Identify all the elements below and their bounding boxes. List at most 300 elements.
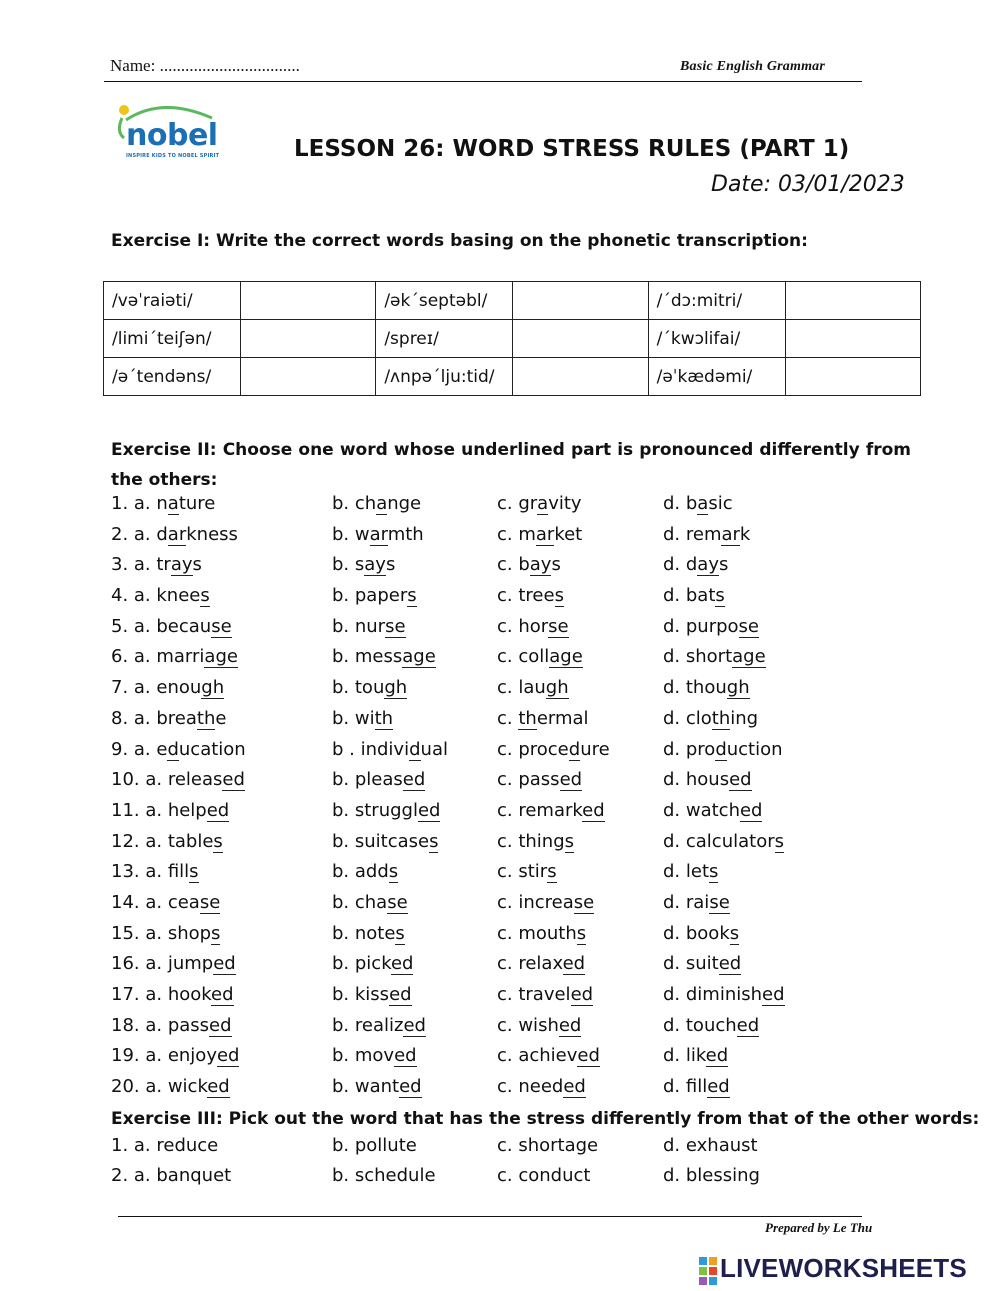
option-text: s <box>385 554 396 576</box>
option-text: 4. a. knee <box>111 585 201 607</box>
answer-option[interactable] <box>497 1015 581 1036</box>
option-text: c. pass <box>497 769 560 791</box>
answer-option[interactable] <box>663 616 759 637</box>
exercise-2-questions <box>111 493 921 1107</box>
phonetic-row <box>104 358 921 396</box>
option-text: b. paper <box>332 585 408 607</box>
underlined-part: s <box>576 922 587 944</box>
answer-blank[interactable] <box>785 358 920 396</box>
underlined-part: s <box>715 585 725 607</box>
answer-option[interactable] <box>332 1015 426 1036</box>
option-text: c. <box>497 707 519 729</box>
answer-option[interactable] <box>111 923 220 944</box>
answer-option[interactable] <box>111 493 215 514</box>
answer-option[interactable] <box>663 953 741 974</box>
question-row <box>111 892 921 923</box>
underlined-part: ed <box>729 769 752 791</box>
underlined-part: ed <box>739 799 763 821</box>
answer-option[interactable]: d. blessing <box>663 1165 760 1186</box>
option-text: 17. a. hook <box>111 984 212 1005</box>
option-text: b. tou <box>332 677 385 699</box>
option-text: b. s <box>332 554 365 576</box>
question-row <box>111 1135 921 1165</box>
answer-option[interactable] <box>332 831 438 852</box>
option-text: b. mess <box>332 646 403 668</box>
underlined-part: s <box>395 922 405 944</box>
underlined-part: d <box>568 738 581 760</box>
question-row <box>111 524 921 555</box>
underlined-part: d <box>715 738 727 760</box>
phonetic-transcription: /əkˊseptəbl/ <box>376 282 513 320</box>
answer-option[interactable] <box>663 554 728 575</box>
underlined-part: ed <box>417 799 441 821</box>
underlined-part: se <box>573 891 595 913</box>
underlined-part: ed <box>394 1045 417 1067</box>
phonetic-transcription: /ˊkwɔlifai/ <box>648 320 785 358</box>
option-text: nge <box>387 493 422 514</box>
underlined-part: th <box>518 707 537 729</box>
option-text: 18. a. pass <box>111 1014 210 1036</box>
question-row <box>111 1015 921 1046</box>
answer-option[interactable] <box>663 708 758 729</box>
underlined-part: gh <box>726 677 750 699</box>
option-text: s <box>718 554 729 576</box>
option-text: 8. a. brea <box>111 707 197 729</box>
phonetic-transcription: /əˊtendəns/ <box>104 358 241 396</box>
answer-option[interactable] <box>332 585 417 606</box>
option-text: 1. a. n <box>111 493 168 514</box>
option-text: 12. a. table <box>111 830 214 852</box>
underlined-part: ed <box>209 1014 232 1036</box>
underlined-part: ar <box>369 523 388 545</box>
answer-option[interactable] <box>332 646 436 667</box>
option-text: s <box>192 554 202 576</box>
answer-option[interactable] <box>332 1076 422 1097</box>
underlined-part: s <box>564 830 575 852</box>
lesson-date: Date: 03/01/2023 <box>711 172 905 197</box>
answer-option[interactable] <box>663 1015 759 1036</box>
option-text: c. wish <box>497 1014 559 1036</box>
underlined-part: gh <box>384 677 408 699</box>
answer-option[interactable] <box>332 524 424 545</box>
question-row <box>111 831 921 862</box>
option-text: uction <box>726 738 783 760</box>
answer-option[interactable] <box>663 739 783 760</box>
option-text: 7. a. enou <box>111 677 202 699</box>
option-text: ucation <box>178 738 246 760</box>
underlined-part: ed <box>211 984 234 1005</box>
option-text: b . indivi <box>332 738 410 760</box>
underlined-part: s <box>200 585 210 607</box>
underlined-part: s <box>554 585 564 607</box>
underlined-part: ed <box>736 1014 760 1036</box>
underlined-part: gh <box>201 677 225 699</box>
question-row <box>111 923 921 954</box>
underlined-part: age <box>402 646 436 668</box>
underlined-part: s <box>211 922 221 944</box>
answer-option[interactable] <box>111 739 246 760</box>
option-text: c. increa <box>497 891 574 913</box>
phonetic-transcription: /vəˈraiəti/ <box>104 282 241 320</box>
phonetic-transcription: /ʌnpəˊlju:tid/ <box>376 358 513 396</box>
answer-option[interactable] <box>332 769 425 790</box>
answer-option[interactable] <box>332 616 406 637</box>
question-row <box>111 1045 921 1076</box>
question-row <box>111 646 921 677</box>
option-text: b. realiz <box>332 1014 404 1036</box>
option-text: b. pick <box>332 953 391 975</box>
answer-option[interactable] <box>663 1045 728 1066</box>
answer-option[interactable] <box>332 739 448 760</box>
underlined-part: ay <box>364 554 386 576</box>
underlined-part: ed <box>206 799 230 821</box>
answer-option[interactable] <box>663 861 718 882</box>
answer-option[interactable] <box>111 1015 232 1036</box>
option-text: c. b <box>497 554 530 576</box>
underlined-part: a <box>697 493 709 514</box>
option-text: d. suit <box>663 953 719 975</box>
option-text: b. add <box>332 861 389 883</box>
option-text: b. nur <box>332 615 386 637</box>
option-text: c. achiev <box>497 1045 578 1067</box>
underlined-part: a <box>537 493 549 514</box>
answer-blank[interactable] <box>241 282 376 320</box>
answer-option[interactable] <box>497 831 574 852</box>
underlined-part: ed <box>216 1045 240 1067</box>
answer-option[interactable] <box>497 585 564 606</box>
answer-option[interactable] <box>497 616 569 637</box>
answer-option[interactable] <box>111 677 224 698</box>
option-text: d. rai <box>663 891 710 913</box>
answer-option[interactable] <box>332 984 412 1005</box>
phonetic-row <box>104 320 921 358</box>
question-row <box>111 953 921 984</box>
option-text: d. purpo <box>663 615 739 637</box>
option-text: 14. a. cea <box>111 891 200 913</box>
underlined-part: ed <box>718 953 742 975</box>
question-row <box>111 739 921 770</box>
underlined-part: ed <box>762 984 785 1005</box>
underlined-part: s <box>189 861 199 883</box>
option-text: c. coll <box>497 646 550 668</box>
answer-option[interactable] <box>111 892 220 913</box>
header-subject: Basic English Grammar <box>680 59 826 74</box>
option-text: d. book <box>663 922 730 944</box>
answer-option[interactable] <box>663 524 750 545</box>
answer-option[interactable] <box>663 493 733 514</box>
underlined-part: age <box>732 646 766 668</box>
question-row <box>111 769 921 800</box>
underlined-part: th <box>374 707 394 729</box>
underlined-part: ar <box>721 523 740 545</box>
answer-option[interactable] <box>497 493 582 514</box>
underlined-part: s <box>213 830 223 852</box>
underlined-part: ed <box>570 984 594 1005</box>
question-row <box>111 1076 921 1107</box>
underlined-part: ed <box>577 1045 600 1067</box>
answer-option[interactable] <box>111 953 236 974</box>
answer-option[interactable] <box>497 524 582 545</box>
answer-option[interactable] <box>111 646 238 667</box>
option-text: d. lik <box>663 1045 706 1067</box>
answer-option[interactable] <box>497 1076 586 1097</box>
underlined-part: se <box>199 891 221 913</box>
answer-option[interactable] <box>663 769 752 790</box>
answer-option[interactable] <box>663 677 750 698</box>
underlined-part: se <box>385 615 406 637</box>
answer-option[interactable] <box>497 646 583 667</box>
answer-option[interactable]: c. conduct <box>497 1165 591 1186</box>
answer-option[interactable] <box>663 831 784 852</box>
underlined-part: d <box>167 738 179 760</box>
answer-option[interactable]: 2. a. banquet <box>111 1165 232 1186</box>
answer-option[interactable] <box>111 831 223 852</box>
option-text: b. want <box>332 1076 400 1098</box>
option-text: d. pro <box>663 738 716 760</box>
question-row <box>111 800 921 831</box>
answer-blank[interactable] <box>241 358 376 396</box>
underlined-part: se <box>709 891 730 913</box>
option-text: 9. a. e <box>111 738 168 760</box>
underlined-part: ed <box>402 769 426 791</box>
answer-option[interactable]: b. schedule <box>332 1165 436 1186</box>
answer-option[interactable] <box>111 1076 230 1097</box>
option-text: b. struggl <box>332 799 418 821</box>
question-row <box>111 1165 921 1195</box>
option-text: d. calculator <box>663 830 775 852</box>
option-text: b. kiss <box>332 984 390 1005</box>
underlined-part: ed <box>559 769 583 791</box>
answer-blank[interactable] <box>785 320 920 358</box>
answer-option[interactable] <box>497 984 593 1005</box>
option-text: 13. a. fill <box>111 861 190 883</box>
option-text: d. let <box>663 861 710 883</box>
answer-blank[interactable] <box>513 320 648 358</box>
question-row <box>111 585 921 616</box>
answer-option[interactable] <box>497 769 582 790</box>
option-text: c. travel <box>497 984 571 1005</box>
answer-option[interactable] <box>111 1045 239 1066</box>
answer-option[interactable] <box>497 953 585 974</box>
answer-option[interactable] <box>663 1076 730 1097</box>
underlined-part: s <box>429 830 439 852</box>
underlined-part: ed <box>222 769 245 791</box>
option-text: b. mov <box>332 1045 395 1067</box>
option-text: c. relax <box>497 953 563 975</box>
liveworksheets-logo-icon <box>697 1255 719 1287</box>
option-text: b. suitcase <box>332 830 430 852</box>
option-text: ket <box>554 523 583 545</box>
answer-option[interactable] <box>497 892 594 913</box>
exercise-3-questions <box>111 1135 921 1195</box>
answer-option[interactable] <box>332 493 421 514</box>
option-text: ture <box>178 493 216 514</box>
option-text: d. touch <box>663 1014 737 1036</box>
answer-option[interactable] <box>111 585 210 606</box>
answer-option[interactable] <box>332 677 407 698</box>
option-text: c. stir <box>497 861 548 883</box>
answer-option[interactable]: c. shortage <box>497 1135 599 1156</box>
answer-option[interactable] <box>111 524 238 545</box>
answer-option[interactable] <box>332 923 405 944</box>
exercise-2-heading: Exercise II: Choose one word whose underlined part is pronounced differently from the others: <box>111 440 911 490</box>
option-text: ing <box>730 707 759 729</box>
underlined-part: s <box>407 585 417 607</box>
question-row <box>111 554 921 585</box>
option-text: kness <box>186 523 238 545</box>
answer-blank[interactable] <box>513 282 648 320</box>
underlined-part: ed <box>563 1076 586 1098</box>
phonetic-transcription: /limiˊteiʃən/ <box>104 320 241 358</box>
underlined-part: ay <box>170 554 193 576</box>
option-text: d. bat <box>663 585 716 607</box>
answer-option[interactable] <box>332 800 440 821</box>
phonetic-row <box>104 282 921 320</box>
answer-option[interactable] <box>111 861 199 882</box>
option-text: k <box>739 523 751 545</box>
underlined-part: ed <box>207 1076 230 1098</box>
answer-option[interactable] <box>111 800 229 821</box>
option-text: b. w <box>332 523 370 545</box>
answer-option[interactable] <box>332 892 408 913</box>
option-text: vity <box>548 493 582 514</box>
underlined-part: age <box>204 646 238 668</box>
liveworksheets-brand: LIVEWORKSHEETS <box>720 1253 967 1283</box>
answer-option[interactable] <box>332 554 395 575</box>
option-text: d. fill <box>663 1076 708 1098</box>
answer-option[interactable] <box>663 585 725 606</box>
option-text: b. note <box>332 922 396 944</box>
underlined-part: a <box>376 493 388 514</box>
option-text: c. mouth <box>497 922 577 944</box>
underlined-part: s <box>729 922 740 944</box>
option-text: b. wi <box>332 707 375 729</box>
answer-option[interactable] <box>497 708 589 729</box>
exercise-1-heading: Exercise I: Write the correct words basing on the phonetic transcription: <box>111 231 808 251</box>
option-text: c. tree <box>497 585 555 607</box>
answer-option[interactable] <box>663 646 766 667</box>
option-text: e <box>215 707 227 729</box>
option-text: d. d <box>663 554 698 576</box>
underlined-part: ed <box>399 1076 422 1098</box>
underlined-part: d <box>409 738 421 760</box>
underlined-part: se <box>387 891 408 913</box>
underlined-part: s <box>774 830 784 852</box>
answer-option[interactable] <box>111 769 245 790</box>
option-text: d. clo <box>663 707 712 729</box>
answer-option[interactable]: b. pollute <box>332 1135 417 1156</box>
answer-option[interactable] <box>663 923 739 944</box>
underlined-part: th <box>196 707 216 729</box>
underlined-part: se <box>738 615 759 637</box>
option-text: 19. a. enjoy <box>111 1045 217 1067</box>
answer-option[interactable] <box>332 953 413 974</box>
answer-option[interactable] <box>497 677 569 698</box>
answer-option[interactable] <box>332 861 398 882</box>
option-text: ual <box>420 738 448 760</box>
option-text: c. lau <box>497 677 546 699</box>
logo-wordmark: nobel <box>126 118 218 153</box>
answer-option[interactable] <box>497 739 610 760</box>
answer-option[interactable]: 1. a. reduce <box>111 1135 219 1156</box>
answer-option[interactable] <box>111 984 234 1005</box>
option-text: c. proce <box>497 738 569 760</box>
option-text: d. b <box>663 493 698 514</box>
option-text: d. short <box>663 646 733 668</box>
answer-option[interactable]: d. exhaust <box>663 1135 758 1156</box>
option-text: s <box>551 554 561 576</box>
underlined-part: ed <box>558 1014 582 1036</box>
answer-option[interactable] <box>663 984 785 1005</box>
answer-option[interactable] <box>497 861 557 882</box>
logo-tagline: INSPIRE KIDS TO NOBEL SPIRIT <box>126 153 220 159</box>
answer-option[interactable] <box>663 800 762 821</box>
option-text: b. cha <box>332 891 388 913</box>
answer-option[interactable] <box>663 892 730 913</box>
header-divider <box>104 81 862 82</box>
answer-option[interactable] <box>497 923 586 944</box>
option-text: 16. a. jump <box>111 953 214 975</box>
footer-credit: Prepared by Le Thu <box>765 1220 873 1235</box>
option-text: 15. a. shop <box>111 922 212 944</box>
underlined-part: s <box>547 861 557 883</box>
option-text: 2. a. d <box>111 523 168 545</box>
answer-option[interactable] <box>497 800 605 821</box>
question-row <box>111 493 921 524</box>
option-text: b. ch <box>332 493 377 514</box>
answer-option[interactable] <box>111 554 202 575</box>
underlined-part: ar <box>535 523 555 545</box>
underlined-part: ar <box>167 523 187 545</box>
underlined-part: ed <box>213 953 236 975</box>
underlined-part: th <box>711 707 731 729</box>
answer-blank[interactable] <box>241 320 376 358</box>
option-text: c. m <box>497 523 536 545</box>
option-text: c. hor <box>497 615 549 637</box>
answer-option[interactable] <box>332 708 393 729</box>
phonetic-table <box>103 281 921 396</box>
underlined-part: ed <box>705 1045 729 1067</box>
answer-option[interactable] <box>111 708 226 729</box>
phonetic-transcription: /ˊdɔ:mitri/ <box>648 282 785 320</box>
answer-option[interactable] <box>497 554 561 575</box>
underlined-part: se <box>548 615 569 637</box>
option-text: 3. a. tr <box>111 554 171 576</box>
option-text: 20. a. wick <box>111 1076 208 1098</box>
option-text: d. hous <box>663 769 730 791</box>
option-text: c. gr <box>497 493 538 514</box>
option-text: 10. a. releas <box>111 769 223 791</box>
underlined-part: ed <box>403 1014 426 1036</box>
answer-option[interactable] <box>497 1045 600 1066</box>
option-text: c. remark <box>497 799 583 821</box>
answer-blank[interactable] <box>513 358 648 396</box>
question-row <box>111 861 921 892</box>
underlined-part: ed <box>582 799 605 821</box>
option-text: mth <box>387 523 424 545</box>
underlined-part: s <box>709 861 719 883</box>
option-text: d. diminish <box>663 984 763 1005</box>
answer-option[interactable] <box>332 1045 417 1066</box>
question-row <box>111 616 921 647</box>
option-text: ure <box>580 738 610 760</box>
option-text: c. thing <box>497 830 565 852</box>
underlined-part: ay <box>697 554 719 576</box>
answer-option[interactable] <box>111 616 232 637</box>
underlined-part: a <box>167 493 179 514</box>
underlined-part: ed <box>389 984 412 1005</box>
answer-blank[interactable] <box>785 282 920 320</box>
